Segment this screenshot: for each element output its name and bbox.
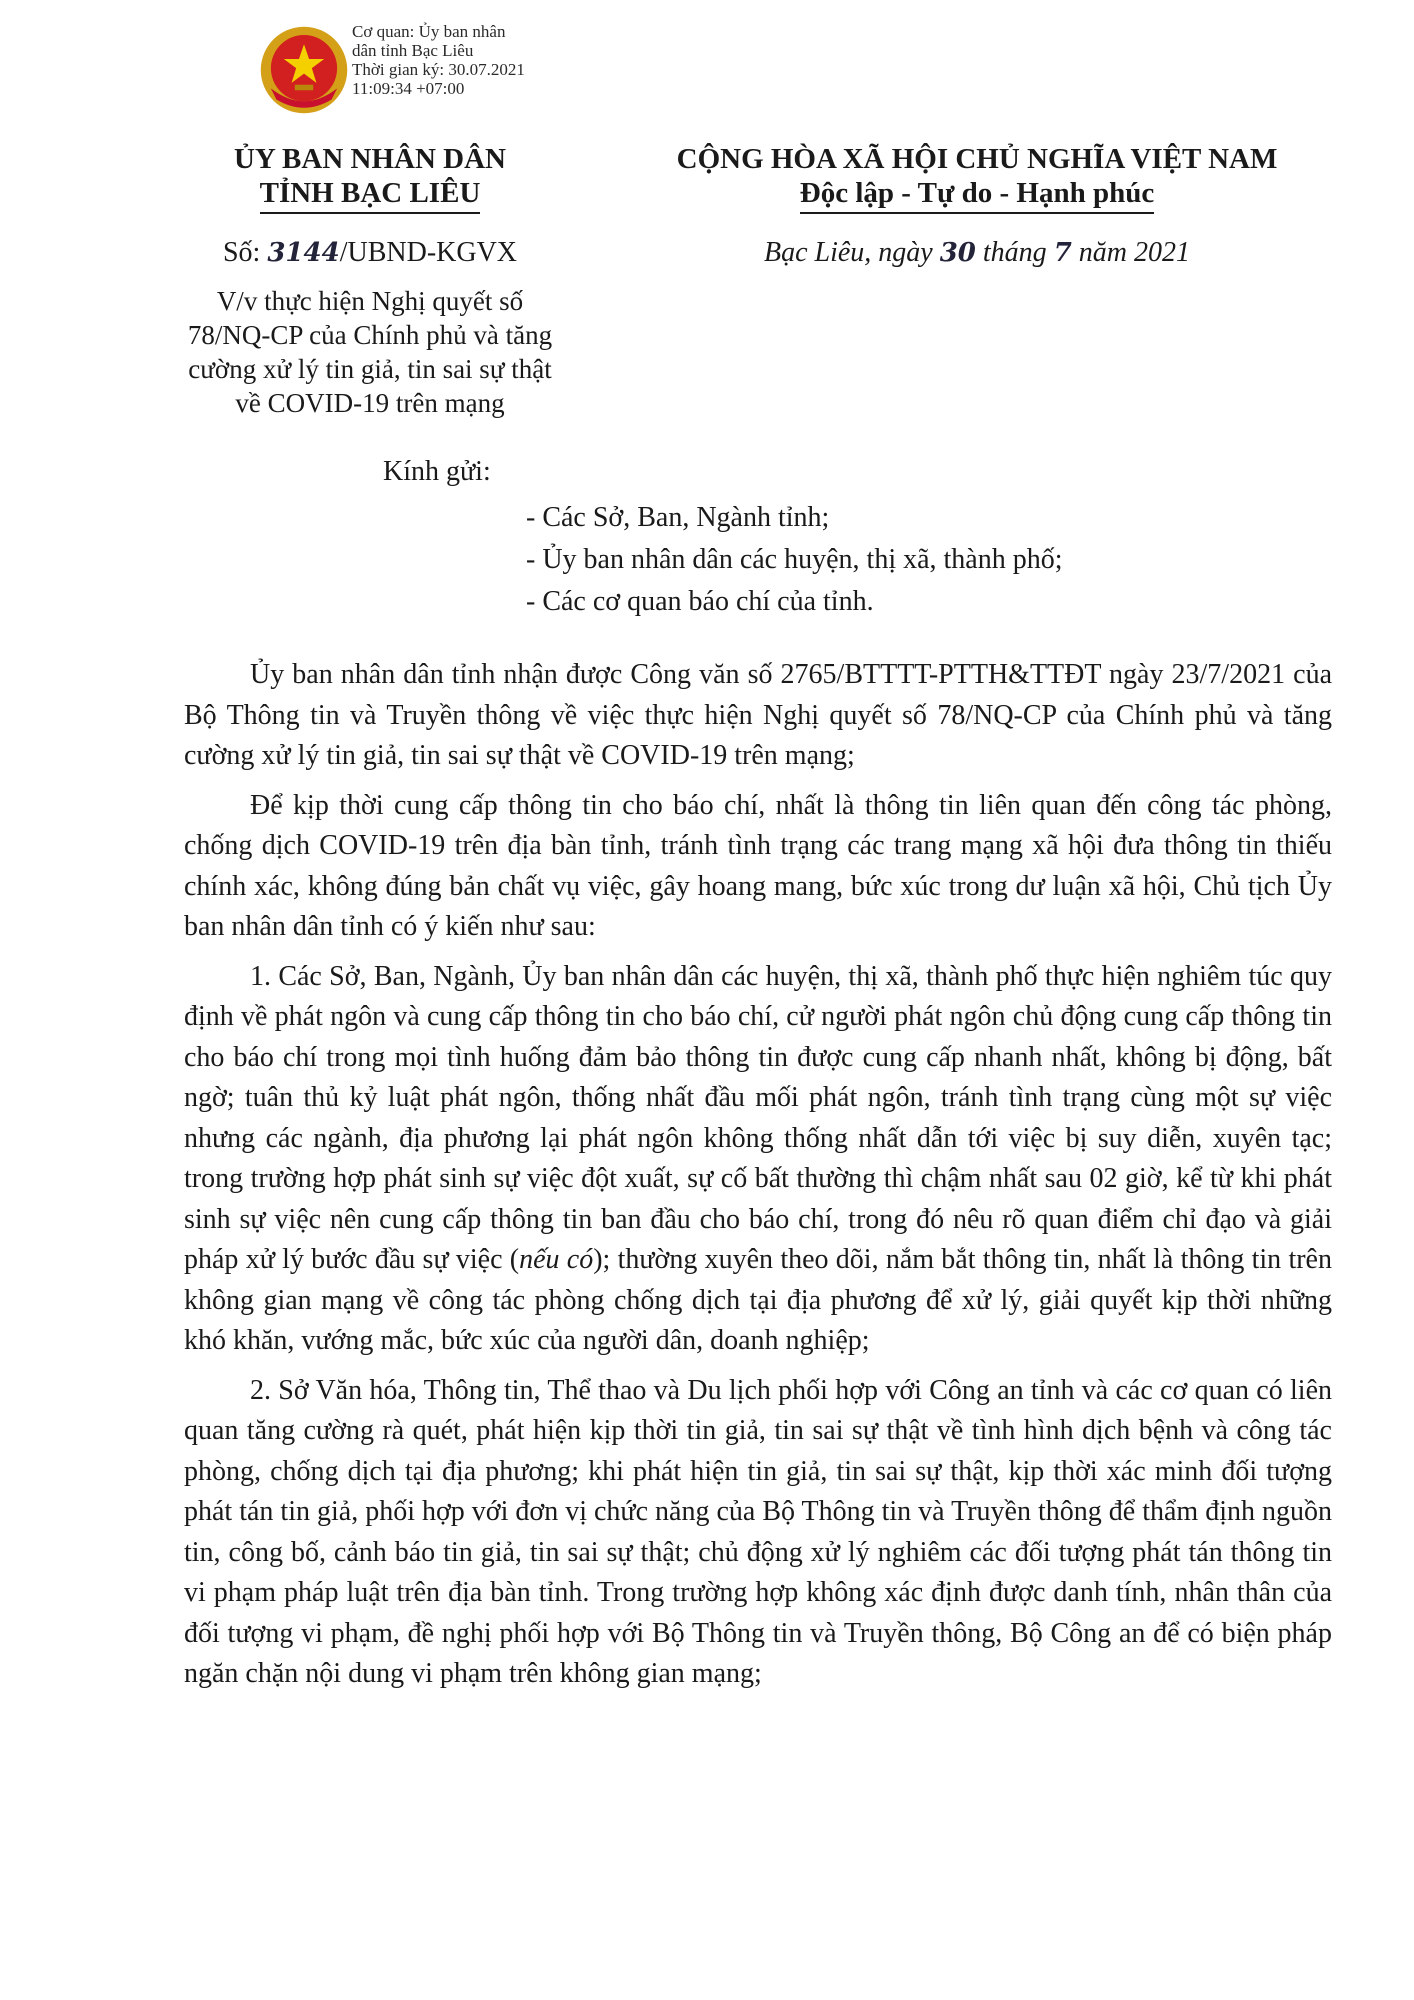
national-emblem-icon [258, 24, 350, 116]
signature-line-clock: 11:09:34 +07:00 [352, 79, 465, 98]
subject-line: 78/NQ-CP của Chính phủ và tăng [187, 320, 553, 350]
body-item-1 [184, 957, 1332, 1362]
body-paragraph: Ủy ban nhân dân tỉnh nhận được Công văn số 2765/BTTTT-PTTH&TTĐT ngày 23/7/2021 của Bộ Thông tin và Truyền thông về việc thực hiện Nghị quyết số 78/NQ-CP của Chính phủ và tăng cường xử lý tin giả, tin sai sự thật về COVID-19 trên mạng; [184, 659, 1332, 771]
national-header [612, 142, 1342, 270]
issuing-agency-header [150, 142, 590, 420]
recipient-item: - Các cơ quan báo chí của tỉnh. [526, 586, 874, 617]
digital-signature-block [352, 22, 525, 98]
body-paragraph: Để kịp thời cung cấp thông tin cho báo chí, nhất là thông tin liên quan đến công tác phòng, chống dịch COVID-19 trên địa bàn tỉnh, tránh tình trạng các trang mạng xã hội đưa thông tin thiếu chính xác, không đúng bản chất vụ việc, gây hoang mang, bức xúc trong dư luận xã hội, Chủ tịch Ủy ban nhân dân tỉnh có ý kiến như sau: [184, 789, 1332, 942]
document-subject [150, 284, 590, 420]
document-number [150, 236, 590, 270]
month-label: tháng [975, 237, 1054, 268]
item1-text-end: ); thường xuyên theo dõi, nắm bắt thông tin, nhất là thông tin trên không gian mạng về công tác phòng chống dịch tại địa phương để xử lý, giải quyết kịp thời những khó khăn, vướng mắc, bức xúc của người dân, doanh nghiệp; [184, 1244, 1332, 1356]
item1-text: 1. Các Sở, Ban, Ngành, Ủy ban nhân dân các huyện, thị xã, thành phố thực hiện nghiêm túc quy định về phát ngôn và cung cấp thông tin cho báo chí, cử người phát ngôn chủ động cung cấp thông tin cho báo chí trong mọi tình huống đảm bảo thông tin được cung cấp nhanh nhất, không bị động, bất ngờ; tuân thủ kỷ luật phát ngôn, thống nhất đầu mối phát ngôn, tránh tình trạng cùng một sự việc nhưng các ngành, địa phương lại phát ngôn không thống nhất dẫn tới việc bị suy diễn, xuyên tạc; trong trường hợp phát sinh sự việc đột xuất, sự cố bất thường thì chậm nhất sau 02 giờ, kể từ khi phát sinh sự việc nên cung cấp thông tin ban đầu cho báo chí, trong đó nêu rõ quan điểm chỉ đạo và giải pháp xử lý bước đầu sự việc ( [184, 960, 1332, 1275]
month-handwritten: 7 [1053, 238, 1072, 268]
place-prefix: Bạc Liêu, ngày [763, 237, 940, 268]
signature-line-agency: Cơ quan: Ủy ban nhân [352, 22, 506, 41]
recipient-list [526, 497, 1063, 623]
agency-name: ỦY BAN NHÂN DÂN [233, 143, 506, 175]
subject-line: V/v thực hiện Nghị quyết số [216, 286, 524, 316]
greeting: Kính gửi: [383, 456, 491, 487]
subject-line: cường xử lý tin giả, tin sai sự thật [188, 354, 552, 384]
doc-no-suffix: /UBND-KGVX [339, 237, 518, 268]
recipient-item: - Ủy ban nhân dân các huyện, thị xã, thành phố; [526, 544, 1063, 575]
subject-line: về COVID-19 trên mạng [235, 388, 505, 418]
doc-no-handwritten: 3144 [267, 238, 340, 268]
document-body [184, 655, 1332, 1704]
signature-line-province: dân tỉnh Bạc Liêu [352, 41, 474, 60]
year-text: năm 2021 [1071, 237, 1191, 268]
national-motto: Độc lập - Tự do - Hạnh phúc [800, 176, 1155, 214]
place-and-date [612, 236, 1342, 270]
day-handwritten: 30 [939, 238, 976, 268]
agency-province: TỈNH BẠC LIÊU [260, 176, 481, 214]
body-item-2: 2. Sở Văn hóa, Thông tin, Thể thao và Du lịch phối hợp với Công an tỉnh và các cơ quan có liên quan tăng cường rà quét, phát hiện kịp thời tin giả, tin sai sự thật về tình hình dịch bệnh và công tác phòng, chống dịch tại địa phương; khi phát hiện tin giả, tin sai sự thật, kịp thời xác minh đối tượng phát tán tin giả, phối hợp với đơn vị chức năng của Bộ Thông tin và Truyền thông để thẩm định nguồn tin, công bố, cảnh báo tin giả, tin sai sự thật; chủ động xử lý nghiêm các đối tượng phát tán thông tin vi phạm pháp luật trên địa bàn tỉnh. Trong trường hợp không xác định được danh tính, nhân thân của đối tượng vi phạm, đề nghị phối hợp với Bộ Thông tin và Truyền thông, Bộ Công an để có biện pháp ngăn chặn nội dung vi phạm trên không gian mạng; [184, 1374, 1332, 1689]
recipient-item: - Các Sở, Ban, Ngành tỉnh; [526, 502, 830, 533]
item1-italic: nếu có [519, 1244, 594, 1275]
nation-name: CỘNG HÒA XÃ HỘI CHỦ NGHĨA VIỆT NAM [676, 143, 1278, 175]
signature-line-time: Thời gian ký: 30.07.2021 [352, 60, 525, 79]
doc-no-prefix: Số: [222, 237, 268, 268]
